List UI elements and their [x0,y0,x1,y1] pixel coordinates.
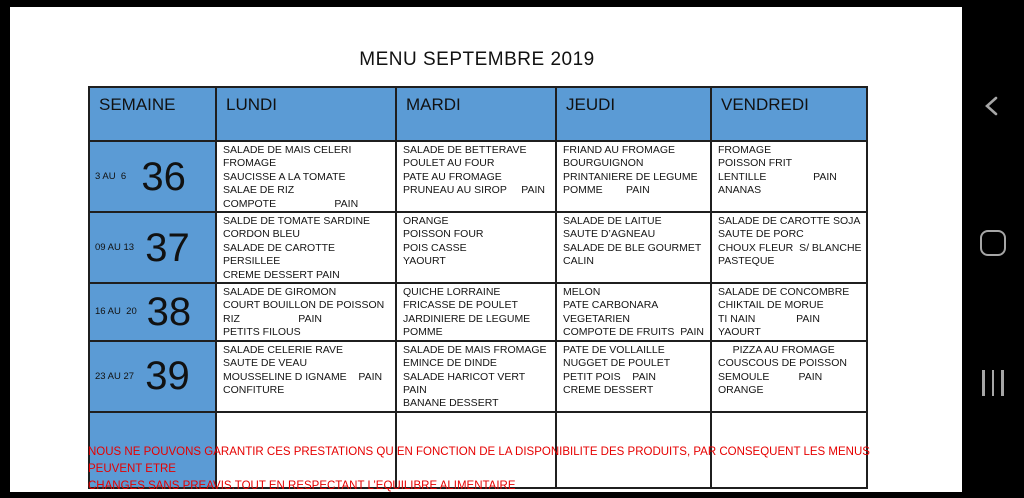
menu-cell-lundi [216,141,396,212]
menu-item: PRINTANIERE DE LEGUME [563,170,698,183]
menu-item: CHIKTAIL DE MORUE [718,299,824,312]
menu-item: FRIAND AU FROMAGE [563,144,676,156]
menu-item: LENTILLE PAIN [718,170,837,183]
week-range-label: 16 AU 20 [95,306,137,318]
menu-cell-vendredi [711,212,867,283]
menu-cell-lundi [216,341,396,412]
menu-cell-jeudi [556,283,711,341]
menu-item: POISSON FOUR [403,228,484,241]
home-button[interactable] [962,223,1024,263]
menu-item: FROMAGE [718,144,772,156]
menu-item: NUGGET DE POULET [563,357,671,370]
menu-item: SALADE DE CAROTTE SOJA [718,215,861,228]
menu-item: SAUTE DE PORC [718,228,804,241]
table-row [89,283,867,341]
disclaimer-line-2: CHANGES SANS PREAVIS.TOUT EN RESPECTANT L’EQUILIBRE ALIMENTAIRE [88,480,516,492]
disclaimer-line-1: NOUS NE POUVONS GARANTIR CES PRESTATIONS QU EN FONCTION DE LA DISPONIBILITE DES PRODUITS, PAR CONSEQUENT LES MENUS PEUVENT ETRE [88,446,870,475]
menu-item: SALADE DE GIROMON [223,286,337,299]
menu-item: ANANAS [718,184,762,197]
menu-cell-jeudi [556,341,711,412]
table-row [89,141,867,212]
menu-item: EMINCE DE DINDE [403,357,497,370]
menu-item: PATE DE VOLLAILLE [563,343,665,356]
menu-item: PETITS FILOUS [223,326,301,339]
menu-item: SALADE DE MAIS FROMAGE [403,343,547,356]
week-cell [89,212,216,283]
menu-item: COURT BOUILLON DE POISSON [223,299,385,312]
menu-item: SALADE DE CAROTTE PERSILLEE [223,241,338,268]
menu-item: CREME DESSERT [563,383,654,396]
menu-item: SALADE DE LAITUE [563,215,662,228]
week-number: 38 [146,289,192,334]
menu-item: SALADE DE CONCOMBRE [718,286,850,299]
back-button[interactable] [962,88,1024,128]
menu-item: COMPOTE DE FRUITS PAIN [563,326,704,339]
menu-item: SAUCISSE A LA TOMATE [223,170,346,183]
recents-icon [982,370,1004,396]
menu-item: YAOURT [718,326,761,339]
menu-item: POMME PAIN [563,184,650,197]
document-page [10,7,962,492]
menu-item: TI NAIN PAIN [718,312,820,325]
menu-item: SALDE DE TOMATE SARDINE [223,215,371,228]
menu-item: ORANGE [718,383,764,396]
menu-item: SALADE DE BLE GOURMET [563,241,702,254]
menu-item: POIS CASSE [403,241,467,254]
week-number: 39 [145,354,190,399]
menu-cell-lundi [216,283,396,341]
menu-cell-jeudi [556,212,711,283]
menu-cell-vendredi [711,283,867,341]
menu-item: SALADE CELERIE RAVE [223,343,344,356]
menu-cell-vendredi [711,141,867,212]
column-header-semaine: SEMAINE [89,87,216,141]
table-row [89,341,867,412]
column-header-vendredi: VENDREDI [711,87,867,141]
column-header-jeudi: JEUDI [556,87,711,141]
menu-item: SEMOULE PAIN [718,370,823,383]
menu-item: SALADE DE BETTERAVE [403,144,527,156]
week-range-label: 09 AU 13 [95,242,135,254]
menu-cell-mardi [396,283,556,341]
menu-item: FRICASSE DE POULET [403,299,518,312]
menu-item: ORANGE [403,215,449,228]
menu-cell-lundi [216,212,396,283]
menu-cell-jeudi [556,141,711,212]
week-cell [89,141,216,212]
menu-item: PETIT POIS PAIN [563,370,656,383]
menu-item: JARDINIERE DE LEGUME [403,312,531,325]
menu-item: COMPOTE PAIN [223,197,359,210]
menu-item: POISSON FRIT [718,157,793,170]
menu-item: CALIN [563,255,594,268]
menu-item: RIZ PAIN [223,312,322,325]
menu-item: PATE AU FROMAGE [403,170,502,183]
recents-button[interactable] [962,363,1024,403]
week-cell [89,341,216,412]
menu-cell-mardi [396,141,556,212]
menu-item: SALADE HARICOT VERT PAIN [403,370,534,396]
menu-item: CONFITURE [223,383,285,396]
back-icon [980,93,1006,124]
column-header-mardi: MARDI [396,87,556,141]
week-range-label: 23 AU 27 [95,370,135,382]
menu-item: SAUTE D’AGNEAU [563,228,656,241]
menu-cell-vendredi [711,341,867,412]
week-range-label: 3 AU 6 [95,171,127,183]
menu-item: SAUTE DE VEAU [223,357,308,370]
menu-item: POULET AU FOUR [403,157,495,170]
menu-item: CREME DESSERT PAIN [223,268,340,281]
table-header-row [89,87,867,141]
table-row [89,212,867,283]
week-number: 36 [141,154,186,199]
android-nav-bar [962,0,1024,498]
menu-item: SALAE DE RIZ [223,184,295,197]
menu-item: PRUNEAU AU SIROP PAIN [403,184,545,197]
menu-item: YAOURT [403,255,446,268]
week-number: 37 [145,225,190,270]
menu-table-body [89,141,867,488]
menu-item: CORDON BLEU [223,228,301,241]
menu-table [88,86,868,489]
menu-item: SALADE DE MAIS CELERI FROMAGE [223,144,355,170]
menu-item: QUICHE LORRAINE [403,286,501,299]
home-icon [980,230,1006,256]
menu-item: MELON [563,286,601,299]
menu-item: PATE CARBONARA VEGETARIEN [563,299,661,325]
menu-cell-mardi [396,341,556,412]
menu-item: POMME [403,326,443,339]
menu-item: CHOUX FLEUR S/ BLANCHE [718,241,862,254]
menu-item: MOUSSELINE D IGNAME PAIN [223,370,383,383]
disclaimer [88,444,878,495]
menu-item: BOURGUIGNON [563,157,644,170]
page-title: MENU SEPTEMBRE 2019 [359,49,595,70]
menu-item: BANANE DESSERT [403,397,499,410]
menu-cell-mardi [396,212,556,283]
menu-item: PIZZA AU FROMAGE [718,343,835,356]
week-cell [89,283,216,341]
column-header-lundi: LUNDI [216,87,396,141]
menu-item: COUSCOUS DE POISSON [718,357,847,370]
menu-item: PASTEQUE [718,255,775,268]
